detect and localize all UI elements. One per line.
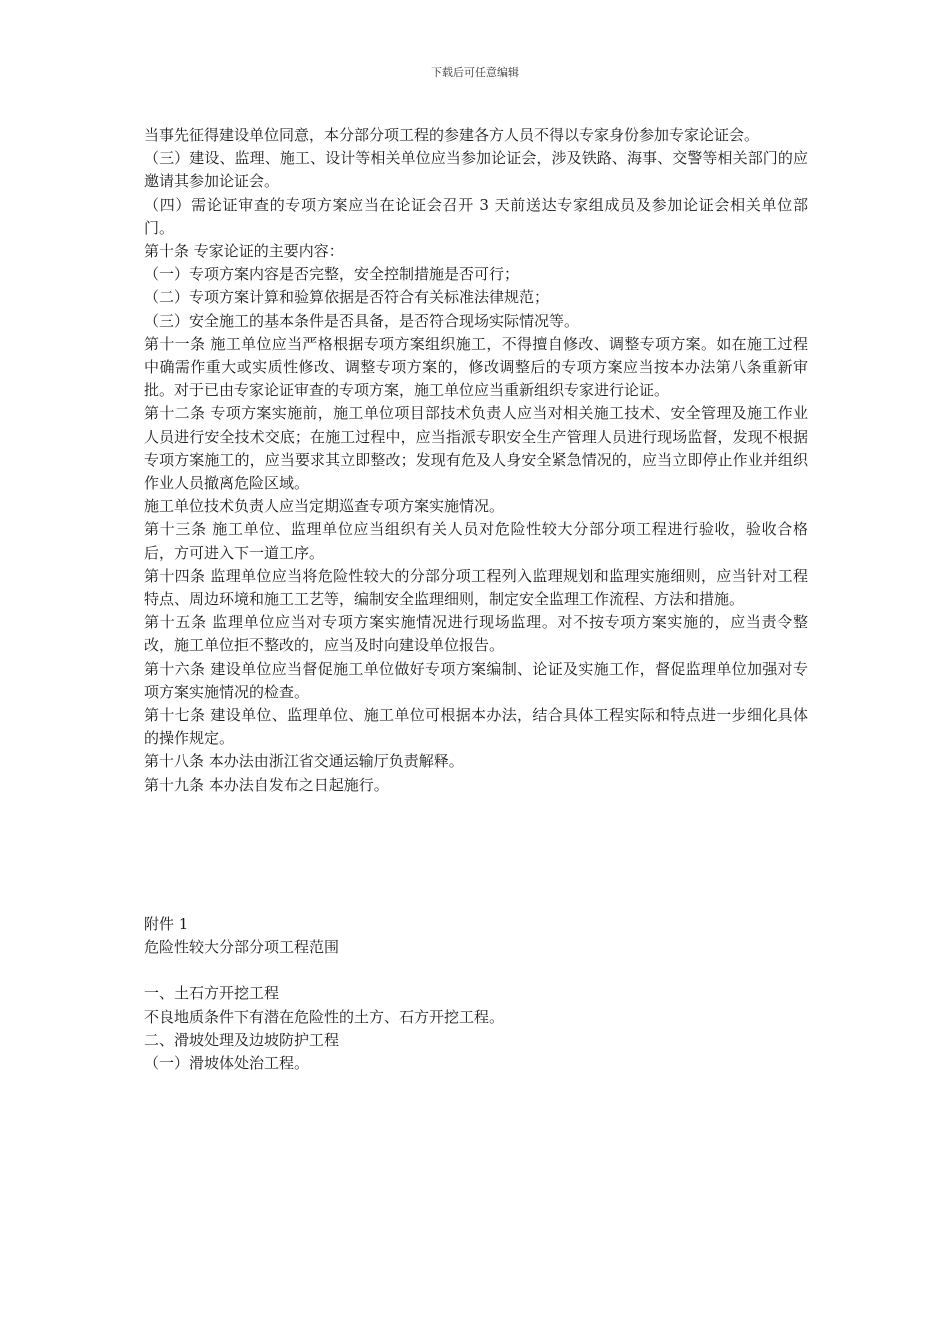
paragraph: （三）建设、监理、施工、设计等相关单位应当参加论证会，涉及铁路、海事、交警等相关部门的应邀请其参加论证会。 xyxy=(144,149,808,191)
paragraph: （三）安全施工的基本条件是否具备，是否符合现场实际情况等。 xyxy=(144,311,580,330)
paragraph: 第十二条 专项方案实施前，施工单位项目部技术负责人应当对相关施工技术、安全管理及施工作业人员进行安全技术交底；在施工过程中，应当指派专职安全生产管理人员进行现场监督，发现不根据专项方案施工的，应当要求其立即整改；发现有危及人身安全紧急情况的，应当立即停止作业并组织作业人员撤离危险区域。 xyxy=(144,404,808,493)
appendix-title: 危险性较大分部分项工程范围 xyxy=(144,938,340,957)
appendix-item: 不良地质条件下有潜在危险性的土方、石方开挖工程。 xyxy=(144,1007,505,1026)
paragraph: 施工单位技术负责人应当定期巡查专项方案实施情况。 xyxy=(144,497,505,516)
appendix-label: 附件 1 xyxy=(144,914,189,933)
paragraph: 第十四条 监理单位应当将危险性较大的分部分项工程列入监理规划和监理实施细则，应当针对工程特点、周边环境和施工工艺等，编制安全监理细则，制定安全监理工作流程、方法和措施。 xyxy=(144,566,808,609)
appendix-item: 二、滑坡处理及边坡防护工程 xyxy=(144,1030,340,1049)
paragraph: 第十六条 建设单位应当督促施工单位做好专项方案编制、论证及实施工作，督促监理单位加强对专项方案实施情况的检查。 xyxy=(144,659,808,701)
paragraph: （二）专项方案计算和验算依据是否符合有关标准法律规范； xyxy=(144,288,550,307)
appendix-item: 一、土石方开挖工程 xyxy=(144,984,280,1003)
paragraph: 第十条 专家论证的主要内容： xyxy=(144,242,344,261)
paragraph: 第十一条 施工单位应当严格根据专项方案组织施工，不得擅自修改、调整专项方案。如在施工过程中确需作重大或实质性修改、调整专项方案的，修改调整后的专项方案应当按本办法第八条重新审批。对于已由专家论证审查的专项方案，施工单位应当重新组织专家进行论证。 xyxy=(144,334,808,400)
paragraph: 当事先征得建设单位同意，本分部分项工程的参建各方人员不得以专家身份参加专家论证会。 xyxy=(144,126,760,144)
appendix-section xyxy=(144,913,808,1075)
paragraph: 第十七条 建设单位、监理单位、施工单位可根据本办法，结合具体工程实际和特点进一步细化具体的操作规定。 xyxy=(144,706,808,748)
paragraph: （四）需论证审查的专项方案应当在论证会召开 3 天前送达专家组成员及参加论证会相关单位部门。 xyxy=(144,195,808,237)
paragraph: 第十五条 监理单位应当对专项方案实施情况进行现场监理。对不按专项方案实施的，应当责令整改，施工单位拒不整改的，应当及时向建设单位报告。 xyxy=(144,613,808,655)
paragraph: 第十三条 施工单位、监理单位应当组织有关人员对危险性较大分部分项工程进行验收，验收合格后，方可进入下一道工序。 xyxy=(144,520,808,562)
spacer xyxy=(144,797,808,913)
paragraph: 第十九条 本办法自发布之日起施行。 xyxy=(144,775,389,794)
spacer xyxy=(144,959,808,982)
appendix-item: （一）滑坡体处治工程。 xyxy=(144,1053,310,1072)
paragraph: 第十八条 本办法由浙江省交通运输厅负责解释。 xyxy=(144,752,464,771)
paragraph: （一）专项方案内容是否完整，安全控制措施是否可行； xyxy=(144,265,520,284)
document-body xyxy=(144,124,808,1075)
page-header: 下载后可任意编辑 xyxy=(431,66,519,79)
